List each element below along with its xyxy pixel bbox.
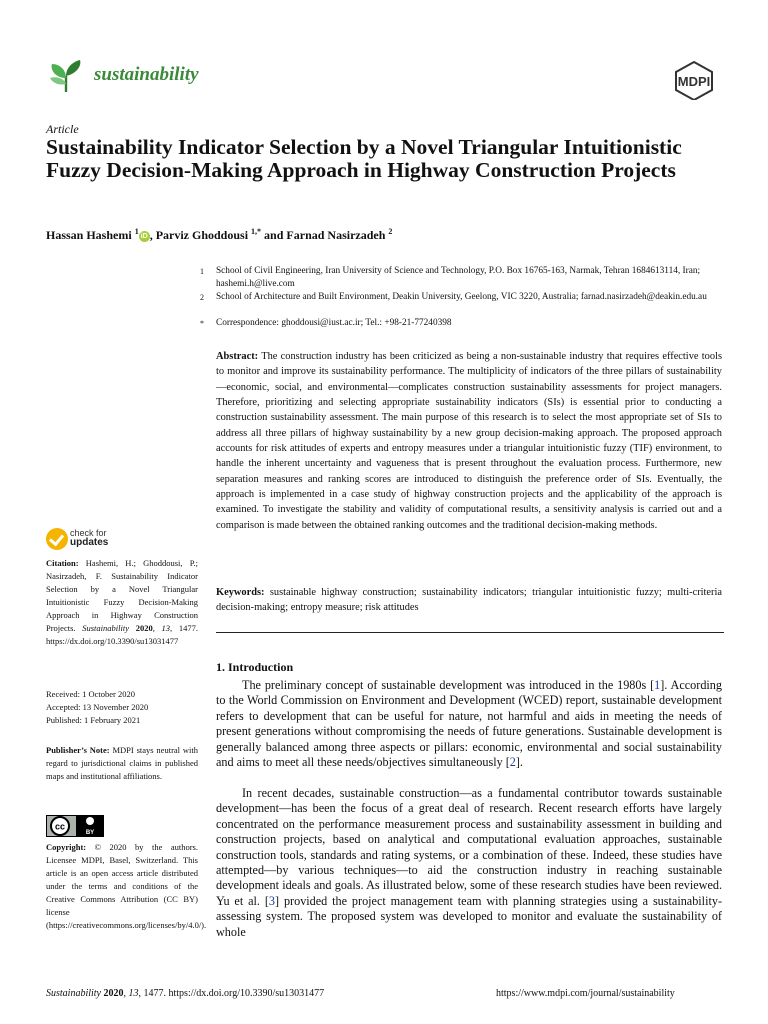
publisher-note: Publisher’s Note: MDPI stays neutral with regard to jurisdictional claims in published maps and institutional affiliations.	[46, 745, 198, 781]
affiliation-number: 2	[200, 293, 204, 302]
affiliation-text: School of Civil Engineering, Iran University of Science and Technology, P.O. Box 16765-163, Narmak, Tehran 1684613114, Iran; hashemi.h@live.com	[216, 266, 701, 289]
correspondence	[200, 317, 726, 330]
affiliation-item	[200, 291, 726, 304]
svg-text:cc: cc	[54, 821, 66, 832]
author-separator: and	[261, 228, 287, 242]
accepted-date: Accepted: 13 November 2020	[46, 702, 149, 712]
journal-logo-icon	[46, 56, 86, 96]
section-heading: 1. Introduction	[216, 660, 294, 674]
author-affiliation-mark: 1,*	[251, 227, 262, 236]
abstract	[216, 349, 722, 533]
section-divider	[216, 632, 724, 633]
footer-citation: Sustainability 2020, 13, 1477. https://dx.doi.org/10.3390/su13031477	[46, 988, 325, 999]
author-list	[46, 227, 392, 243]
correspondence-text: Correspondence: ghoddousi@iust.ac.ir; Tel.: +98-21-77240398	[216, 318, 452, 328]
svg-text:BY: BY	[85, 830, 95, 836]
correspondence-mark: *	[200, 319, 204, 328]
citation-link[interactable]: 2	[509, 755, 516, 770]
keywords	[216, 585, 722, 616]
check-for-updates-badge[interactable]: check for updates	[46, 527, 166, 553]
author-name[interactable]: Parviz Ghoddousi	[155, 228, 249, 242]
mdpi-logo-icon	[668, 60, 720, 100]
mdpi-logo-text: MDPI	[677, 74, 711, 89]
journal-name: sustainability	[94, 64, 199, 85]
keywords-text: sustainable highway construction; sustainability indicators; triangular intuitionistic fuzzy; multi-criteria decision-making; entropy measure; risk attitudes	[216, 587, 722, 614]
published-date: Published: 1 February 2021	[46, 715, 141, 725]
article-type: Article	[46, 122, 79, 136]
author-affiliation-mark: 1	[134, 227, 139, 236]
intro-paragraph-2: In recent decades, sustainable construction—as a fundamental contributor towards sustainable development—has been the focus of a great deal of research. Recent research efforts have largely concentrated on the performance measurement process and sustainability assessment in building and construction projects, based on analytical and computational evaluation approaches, sustainable construction tools, standards and rating systems, or a combination of these. Indeed, these studies have attempted—by various techniques—to aid the construction industry in reaching sustainable development ideals and goals. As illustrated below, some of these research studies have been reviewed. Yu et al. [3] provided the project management team with planning strategies using a sustainability-assessing system. The proposed system was developed to monitor and evaluate the sustainability of whole	[216, 786, 722, 939]
intro-paragraph-1: The preliminary concept of sustainable development was introduced in the 1980s [1]. According to the World Commission on Environment and Development (WCED) report, sustainable development refers to development that can be useful for nature, not harmful and aids in meeting the needs of present generations without compromising the needs of future generations. Sustainable development is generally balanced among three aspects or pillars: economic, environmental and social sustainability and aims to meet all these needs/objectives simultaneously [2].	[216, 678, 722, 770]
citation-block: Citation: Hashemi, H.; Ghoddousi, P.; Nasirzadeh, F. Sustainability Indicator Selection by a Novel Triangular Intuitionistic Fuzzy Decision-Making Approach in Highway Construction Projects. Sustainability 2020, 13, 1477. https://dx.doi.org/10.3390/su13031477	[46, 558, 199, 646]
citation-link[interactable]: 1	[654, 678, 661, 692]
orcid-icon[interactable]: iD	[140, 233, 148, 240]
affiliation-text: School of Architecture and Built Environment, Deakin University, Geelong, VIC 3220, Australia; farnad.nasirzadeh@deakin.edu.au	[216, 292, 707, 302]
cc-by-license-icon[interactable]	[46, 815, 104, 837]
copyright-label: Copyright:	[46, 842, 87, 852]
dates-block	[46, 688, 198, 727]
abstract-label: Abstract:	[216, 351, 259, 362]
copyright-block: Copyright: © 2020 by the authors. Licensee MDPI, Basel, Switzerland. This article is an open access article distributed under the terms and conditions of the Creative Commons Attribution (CC BY) license (https://creativecommons.org/licenses/by/4.0/).	[46, 842, 207, 930]
check-icon	[46, 528, 68, 550]
author-separator: ,	[149, 228, 156, 242]
footer-journal-url[interactable]: https://www.mdpi.com/journal/sustainability	[496, 988, 675, 999]
affiliation-item	[200, 265, 726, 291]
author-affiliation-mark: 2	[388, 227, 393, 236]
abstract-text: The construction industry has been criticized as being a non-sustainable industry that requires effective tools to monitor and improve its sustainability performance. The multiplicity of indicators of the three pillars of sustainability—economic, social, and environmental—complicates construction sustainability assessments for project managers. Therefore, prioritizing and selecting appropriate sustainability indicators (SIs) is essential prior to conducting a construction sustainability assessment. The main purpose of this research is to select the most appropriate set of SIs to address all three pillars of highway sustainability by a new group decision-making approach. The proposed approach accounts for risk attitudes of experts and entropy measures under a triangular intuitionistic fuzzy (TIF) environment, to handle the inherent uncertainty and vagueness that is present throughout the evaluation process. Furthermore, new separation measures and ranking scores are introduced to distinguish the preference order of SIs. Eventually, the approach is implemented in a case study of highway construction projects and the applicability of the approach is examined. To investigate the stability and validity of computational results, a sensitivity analysis is carried out and a comparison is made between the obtained ranking outcomes and the traditional decision-making methods.	[216, 351, 722, 531]
received-date: Received: 1 October 2020	[46, 689, 135, 699]
citation-label: Citation:	[46, 558, 79, 568]
keywords-label: Keywords:	[216, 587, 265, 598]
paper-title: Sustainability Indicator Selection by a Novel Triangular Intuitionistic Fuzzy Decision-Making Approach in Highway Construction Projects	[46, 135, 682, 182]
author-name[interactable]: Hassan Hashemi	[46, 228, 132, 242]
author-name[interactable]: Farnad Nasirzadeh	[286, 228, 386, 242]
citation-link[interactable]: 3	[268, 893, 275, 908]
affiliation-number: 1	[200, 267, 204, 276]
publisher-note-label: Publisher’s Note:	[46, 745, 110, 755]
